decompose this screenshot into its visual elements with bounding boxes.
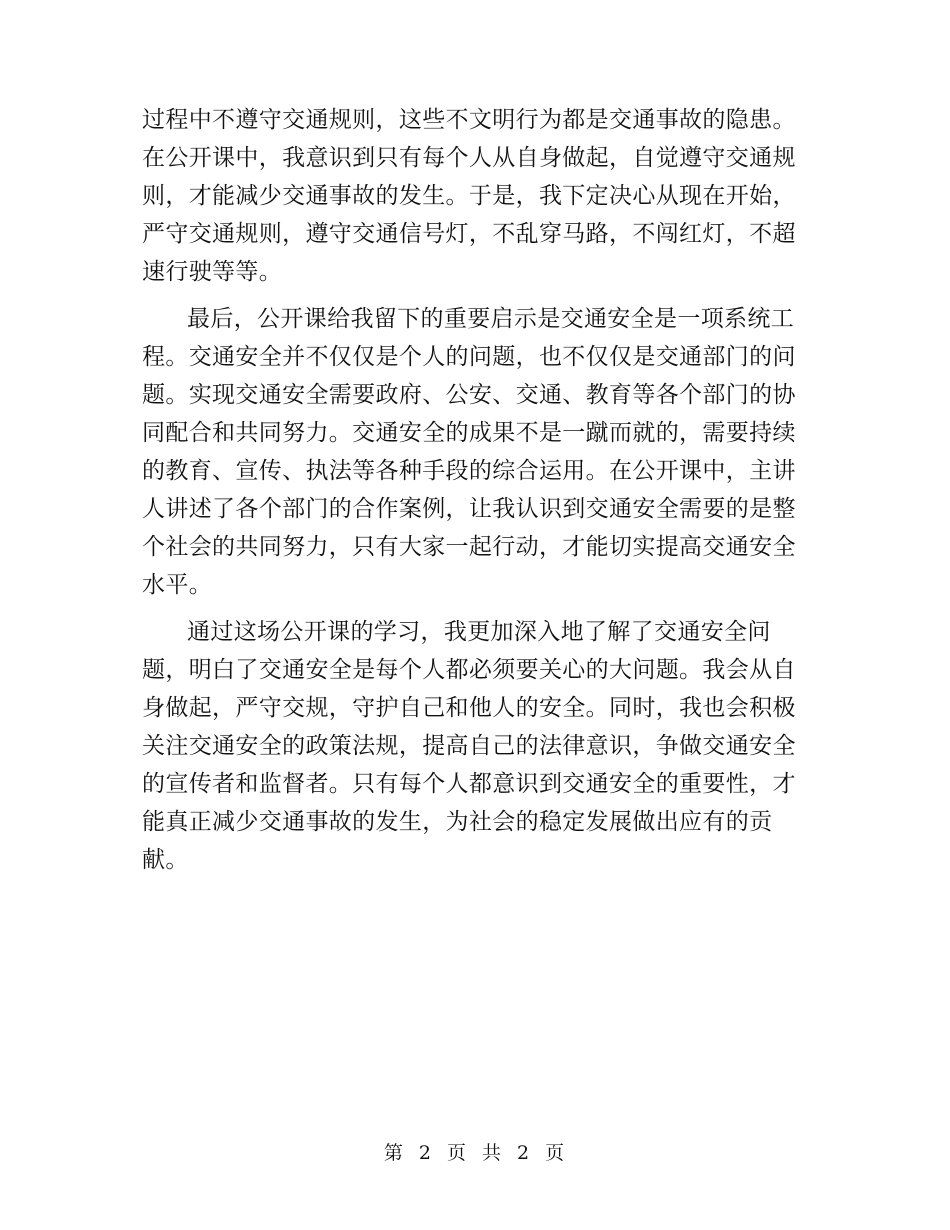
text-line: 能真正减少交通事故的发生，为社会的稳定发展做出应有的贡 bbox=[142, 809, 773, 835]
text-line: 通过这场公开课的学习，我更加深入地了解了交通安全问 bbox=[187, 619, 771, 645]
paragraph bbox=[142, 300, 802, 604]
text-line: 最后，公开课给我留下的重要启示是交通安全是一项系统工 bbox=[187, 306, 795, 332]
document-body bbox=[142, 101, 802, 879]
text-line: 程。交通安全并不仅仅是个人的问题，也不仅仅是交通部门的问 bbox=[142, 344, 796, 370]
text-line: 献。 bbox=[142, 847, 189, 873]
paragraph-spacer bbox=[142, 291, 802, 300]
text-line: 严守交通规则，遵守交通信号灯，不乱穿马路，不闯红灯，不超 bbox=[142, 221, 796, 247]
text-line: 个社会的共同努力，只有大家一起行动，才能切实提高交通安全 bbox=[142, 534, 796, 560]
text-line: 身做起，严守交规，守护自己和他人的安全。同时，我也会积极 bbox=[142, 695, 796, 721]
text-line: 过程中不遵守交通规则，这些不文明行为都是交通事故的隐患。 bbox=[142, 107, 796, 133]
text-line: 人讲述了各个部门的合作案例，让我认识到交通安全需要的是整 bbox=[142, 496, 796, 522]
text-line: 在公开课中，我意识到只有每个人从自身做起，自觉遵守交通规 bbox=[142, 145, 796, 171]
page-number-footer: 第 2 页 共 2 页 bbox=[383, 1142, 567, 1164]
text-line: 则，才能减少交通事故的发生。于是，我下定决心从现在开始， bbox=[142, 183, 796, 209]
paragraph-spacer bbox=[142, 604, 802, 613]
text-line: 速行驶等等。 bbox=[142, 259, 283, 285]
text-line: 水平。 bbox=[142, 572, 213, 598]
text-line: 同配合和共同努力。交通安全的成果不是一蹴而就的，需要持续 bbox=[142, 420, 796, 446]
text-line: 关注交通安全的政策法规，提高自己的法律意识，争做交通安全 bbox=[142, 733, 796, 759]
text-line: 的教育、宣传、执法等各种手段的综合运用。在公开课中，主讲 bbox=[142, 458, 796, 484]
text-line: 的宣传者和监督者。只有每个人都意识到交通安全的重要性，才 bbox=[142, 771, 796, 797]
text-line: 题，明白了交通安全是每个人都必须要关心的大问题。我会从自 bbox=[142, 657, 796, 683]
paragraph bbox=[142, 101, 802, 291]
text-line: 题。实现交通安全需要政府、公安、交通、教育等各个部门的协 bbox=[142, 382, 796, 408]
paragraph bbox=[142, 613, 802, 879]
